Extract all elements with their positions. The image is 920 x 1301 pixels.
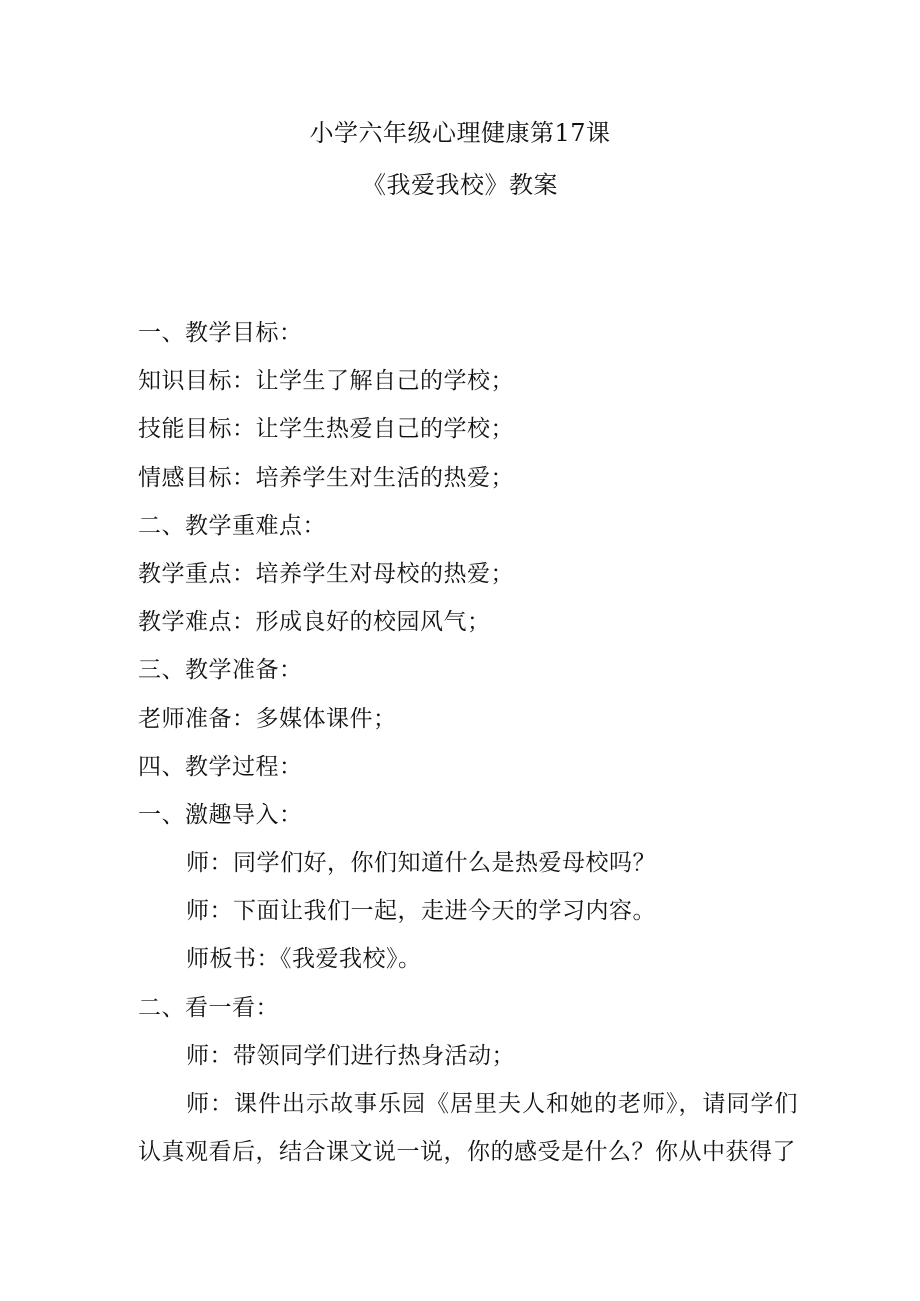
section-heading-preparation: 三、教学准备： [138,657,303,684]
skill-objective: 技能目标：让学生热爱自己的学校； [138,416,514,443]
teacher-line: 师：同学们好，你们知道什么是热爱母校吗？ [186,850,656,877]
step-heading-look: 二、看一看： [138,994,279,1021]
section-heading-key-points: 二、教学重难点： [138,512,326,539]
teacher-line: 师：下面让我们一起，走进今天的学习内容。 [186,898,656,925]
step-heading-intro: 一、激趣导入： [138,801,303,828]
section-heading-process: 四、教学过程： [138,753,303,780]
teacher-line: 师：带领同学们进行热身活动； [186,1042,515,1069]
teacher-preparation: 老师准备：多媒体课件； [138,705,397,732]
teacher-paragraph: 师：课件出示故事乐园《居里夫人和她的老师》，请同学们认真观看后，结合课文说一说，你的感受是什么？你从中获得了 [138,1091,798,1166]
section-heading-objectives: 一、教学目标： [138,320,303,346]
difficult-point: 教学难点：形成良好的校园风气； [138,609,491,636]
document-body [138,309,798,1176]
document-subtitle: 《我爱我校》教案 [362,171,558,199]
document-title: 小学六年级心理健康第17课 [309,119,611,147]
knowledge-objective: 知识目标：让学生了解自己的学校； [138,368,514,395]
emotion-objective: 情感目标：培养学生对生活的热爱； [138,464,514,491]
key-point: 教学重点：培养学生对母校的热爱； [138,560,514,587]
teacher-line: 师板书：《我爱我校》。 [186,946,422,973]
